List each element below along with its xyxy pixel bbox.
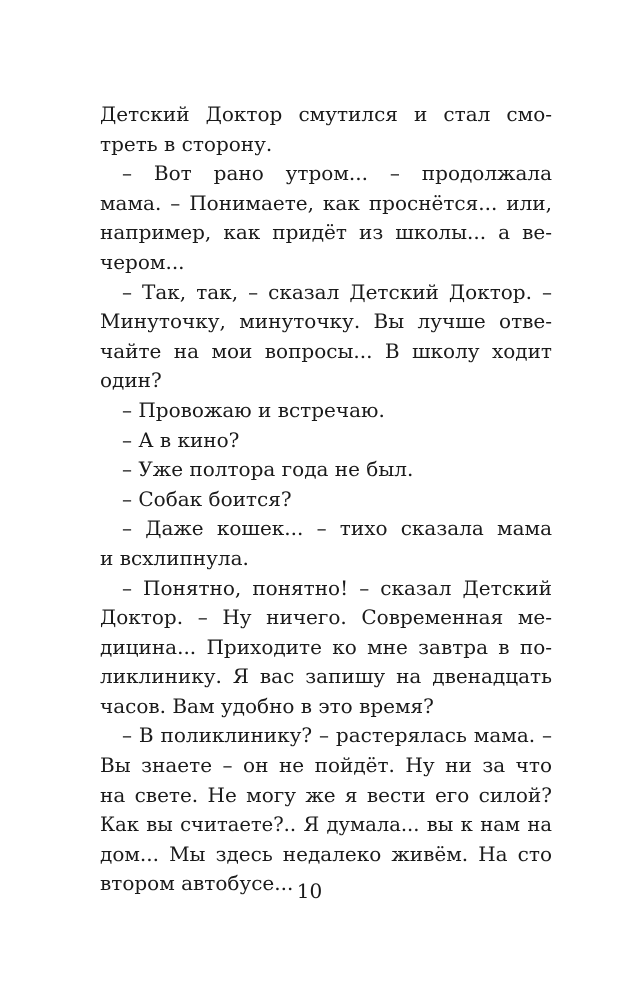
text-line: – Собак боится?	[122, 486, 292, 511]
text-line: часов. Вам удобно в это время?	[100, 693, 434, 718]
text-line: дом... Мы здесь недалеко живём. На сто	[100, 841, 552, 866]
text-line: – Вот рано утром... – продолжала	[122, 161, 552, 186]
text-line: – В поликлинику? – растерялась мама. –	[122, 723, 552, 748]
text-line: – А в кино?	[122, 427, 240, 452]
text-line: Доктор. – Ну ничего. Современная ме-	[100, 605, 552, 630]
text-line: – Уже полтора года не был.	[122, 457, 414, 482]
text-line: один?	[100, 368, 162, 393]
text-line: ликлинику. Я вас запишу на двенадцать	[100, 664, 552, 689]
text-line: – Так, так, – сказал Детский Доктор. –	[122, 279, 552, 304]
text-line: – Понятно, понятно! – сказал Детский	[122, 575, 552, 600]
text-line: чером...	[100, 249, 185, 274]
text-line: и всхлипнула.	[100, 545, 249, 570]
text-line: Минуточку, минуточку. Вы лучше отве-	[100, 309, 552, 334]
page-number: 10	[296, 879, 323, 903]
text-line: Вы знаете – он не пойдёт. Ну ни за что	[100, 753, 552, 778]
text-line: Детский Доктор смутился и стал смо-	[100, 102, 552, 126]
text-line: мама. – Понимаете, как проснётся... или,	[100, 190, 552, 215]
text-line: – Даже кошек... – тихо сказала мама	[122, 516, 552, 541]
text-line: чайте на мои вопросы... В школу ходит	[100, 338, 552, 363]
text-line: дицина... Приходите ко мне завтра в по-	[100, 634, 552, 659]
text-line: Как вы считаете?.. Я думала... вы к нам на	[100, 813, 552, 837]
body-text	[100, 100, 552, 899]
text-line: например, как придёт из школы... а ве-	[100, 220, 552, 245]
text-line: на свете. Не могу же я вести его силой?	[100, 782, 552, 807]
text-line: – Провожаю и встречаю.	[122, 397, 385, 422]
text-line: втором автобусе...	[100, 871, 294, 896]
text-line: треть в сторону.	[100, 131, 273, 156]
